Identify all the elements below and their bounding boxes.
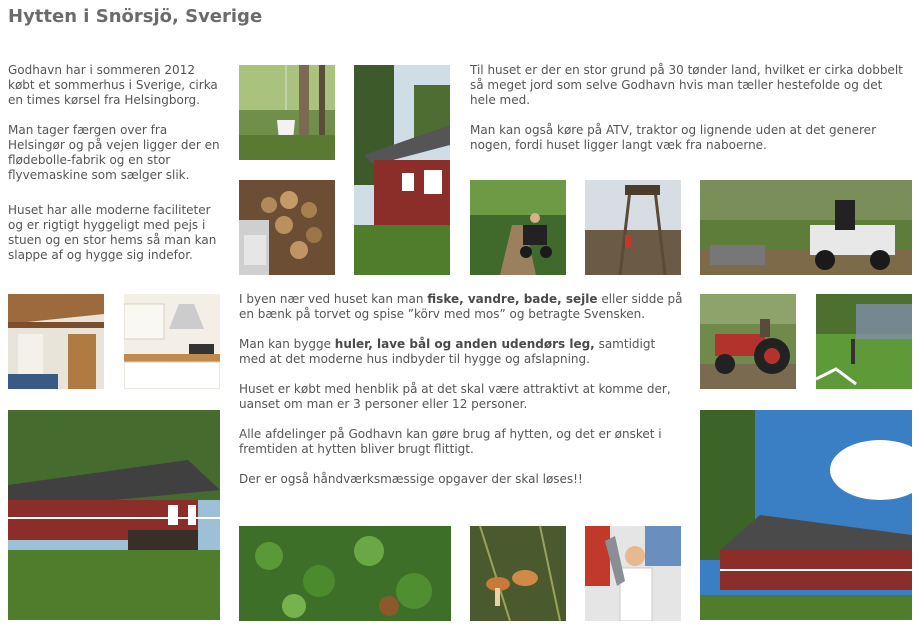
photo-firewood (239, 180, 335, 275)
activities-paragraph-3: Huset er købt med henblik på at det skal være attraktivt at komme der, uanset om man er 3 personer eller 12 personer. (239, 382, 671, 411)
photo-berry-bushes (239, 526, 451, 621)
land-text (470, 63, 910, 168)
intro-paragraph-1: Godhavn har i sommeren 2012 købt et sommerhus i Sverige, cirka en times kørsel fra Helsingborg. (8, 63, 218, 107)
photo-boy-with-fish (585, 526, 681, 621)
activities-paragraph-5: Der er også håndværksmæssige opgaver der skal løses!! (239, 472, 583, 486)
photo-house-side (354, 65, 450, 275)
photo-atv-forest (470, 180, 566, 275)
activities-paragraph-1: I byen nær ved huset kan man fiske, vandre, bade, sejle eller sidde på en bænk på torvet og spise ”körv med mos” og betragte Svensken. (239, 292, 683, 321)
activities-paragraph-4: Alle afdelinger på Godhavn kan gøre brug af hytten, og det er ønsket i fremtiden at hytten bliver brugt flittigt. (239, 427, 662, 456)
photo-mushrooms (470, 526, 566, 621)
page-title: Hytten i Snörsjö, Sverige (8, 6, 263, 27)
photo-red-cabin-right (700, 410, 912, 620)
intro-paragraph-3: Huset har alle moderne faciliteter og er rigtigt hyggeligt med pejs i stuen og en stor hems så man kan slappe af og hygge sig indefor. (8, 203, 217, 262)
land-paragraph-2: Man kan også køre på ATV, traktor og lignende uden at det generer nogen, fordi huset ligger langt væk fra naboerne. (470, 123, 877, 152)
photo-kitchen (124, 294, 220, 389)
activities-text (239, 292, 684, 502)
photo-red-tractor (700, 294, 796, 389)
intro-text (8, 63, 223, 278)
photo-trampoline (816, 294, 912, 389)
photo-bird-feeder (239, 65, 335, 160)
intro-paragraph-2: Man tager færgen over fra Helsingør og på vejen ligger der en flødebolle-fabrik og en stor flyvemaskine som sælger slik. (8, 123, 220, 182)
photo-loft-interior (8, 294, 104, 389)
activities-paragraph-2: Man kan bygge huler, lave bål og anden udendørs leg, samtidigt med at det moderne hus indbyder til hygge og afslapning. (239, 337, 656, 366)
photo-atv-trailer (700, 180, 912, 275)
photo-hunting-tower (585, 180, 681, 275)
photo-red-cabin (8, 410, 220, 620)
land-paragraph-1: Til huset er der en stor grund på 30 tønder land, hvilket er cirka dobbelt så meget jord som selve Godhavn hvis man tæller hestefolde og det hele med. (470, 63, 903, 107)
